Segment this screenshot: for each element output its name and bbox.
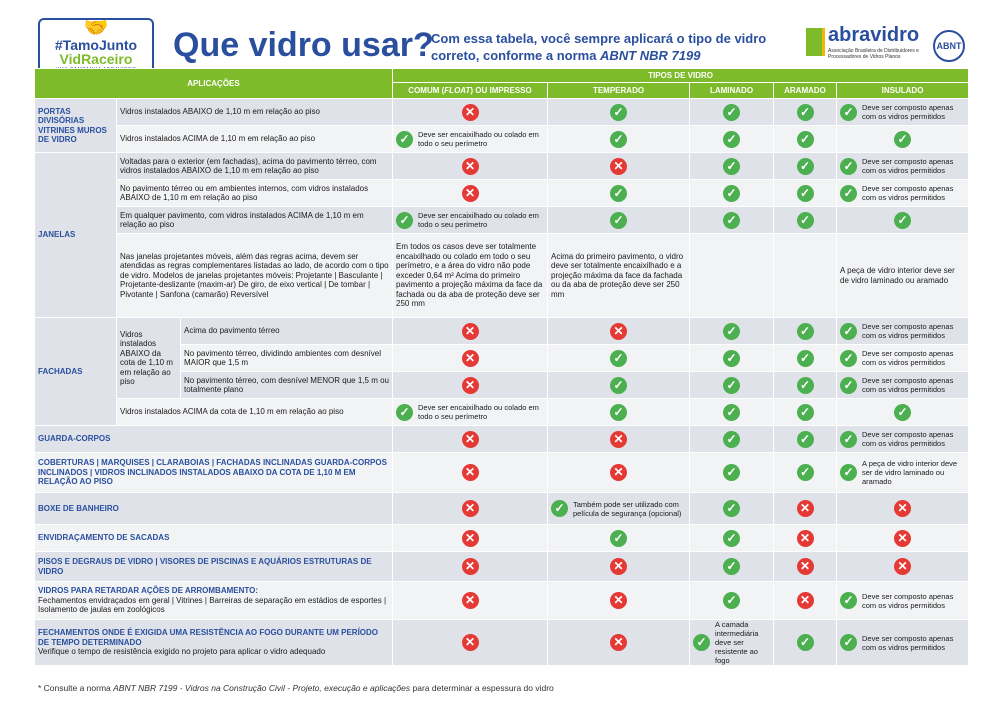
x-icon: ✕ [894, 558, 911, 575]
row-label: Nas janelas projetantes móveis, além das regras acima, devem ser atendidas as regras complementares listadas ao lado, de acordo com o tipo de vidro. Modelos de janelas projetantes móveis: Projetante | Basculante | Projetante-deslizante (maxim-ar) De giro, de eixo vertical | De tombar | Pivotante | Sanfona (camarão) Reversível [117, 234, 393, 318]
table-row [35, 99, 969, 126]
note: Deve ser encaixilhado ou colado em todo o seu perímetro [418, 211, 539, 229]
note: Deve ser encaixilhado ou colado em todo o seu perímetro [418, 130, 539, 148]
row-label: Vidros instalados ACIMA de 1,10 m em relação ao piso [117, 126, 393, 153]
note: Deve ser composto apenas com os vidros permitidos [862, 430, 954, 448]
check-icon: ✓ [723, 500, 740, 517]
table-row [35, 180, 969, 207]
check-icon: ✓ [723, 131, 740, 148]
check-icon: ✓ [723, 404, 740, 421]
x-icon: ✕ [610, 634, 627, 651]
note: Deve ser composto apenas com os vidros permitidos [862, 633, 954, 652]
row-sublabel: Vidros instalados ABAIXO da cota de 1,10 m em relação ao piso [117, 318, 181, 399]
x-icon: ✕ [610, 323, 627, 340]
note: Deve ser composto apenas com os vidros permitidos [862, 349, 954, 367]
x-icon: ✕ [610, 431, 627, 448]
glass-table [34, 68, 969, 666]
row-text: Fechamentos envidraçados em geral | Vitrines | Barreiras de separação em estádios de esportes | Isolamento de jaulas em zoológicos [38, 595, 387, 615]
check-icon: ✓ [723, 464, 740, 481]
brand-name: abravidro [828, 24, 920, 46]
note: Deve ser encaixilhado ou colado em todo o seu perímetro [418, 403, 539, 421]
table-row [35, 552, 969, 582]
check-icon: ✓ [840, 104, 857, 121]
x-icon: ✕ [462, 592, 479, 609]
note: A peça de vidro interior deve ser de vidro laminado ou aramado [837, 234, 969, 318]
row-label: ENVIDRAÇAMENTO DE SACADAS [35, 525, 393, 552]
x-icon: ✕ [462, 431, 479, 448]
subtitle-text: Com essa tabela, você sempre aplicará o tipo de vidro correto, conforme a norma [431, 31, 767, 63]
check-icon: ✓ [840, 323, 857, 340]
page-title: Que vidro usar? [173, 26, 434, 64]
x-icon: ✕ [797, 530, 814, 547]
x-icon: ✕ [462, 530, 479, 547]
row-label [35, 582, 393, 620]
check-icon: ✓ [840, 464, 857, 481]
check-icon: ✓ [894, 212, 911, 229]
x-icon: ✕ [462, 558, 479, 575]
row-label: Vidros instalados ABAIXO de 1,10 m em relação ao piso [117, 99, 393, 126]
check-icon: ✓ [723, 592, 740, 609]
x-icon: ✕ [610, 464, 627, 481]
note: A camada intermediária deve ser resistente ao fogo [715, 620, 759, 665]
table-row [35, 399, 969, 426]
check-icon: ✓ [723, 158, 740, 175]
row-label: Voltadas para o exterior (em fachadas), acima do pavimento térreo, com vidros instalados ABAIXO de 1,10 m em relação ao piso [117, 153, 393, 180]
check-icon: ✓ [840, 592, 857, 609]
check-icon: ✓ [723, 431, 740, 448]
check-icon: ✓ [610, 212, 627, 229]
note: Deve ser composto apenas com os vidros permitidos [862, 103, 954, 121]
check-icon: ✓ [723, 104, 740, 121]
row-title: FECHAMENTOS ONDE É EXIGIDA UMA RESISTÊNCIA AO FOGO DURANTE UM PERÍODO DE TEMPO DETERMINADO [38, 628, 379, 647]
table-row [35, 525, 969, 552]
check-icon: ✓ [723, 558, 740, 575]
table-row [35, 453, 969, 493]
subtitle-norm: ABNT NBR 7199 [600, 48, 701, 63]
table-row [35, 207, 969, 234]
col-aramado: ARAMADO [774, 83, 837, 99]
check-icon: ✓ [610, 185, 627, 202]
check-icon: ✓ [396, 212, 413, 229]
category-fachadas: FACHADAS [35, 318, 117, 426]
check-icon: ✓ [797, 212, 814, 229]
check-icon: ✓ [797, 377, 814, 394]
table-row [35, 234, 969, 318]
table-row [35, 582, 969, 620]
footnote: * Consulte a norma ABNT NBR 7199 - Vidros na Construção Civil - Projeto, execução e aplicações para determinar a espessura do vidro [38, 683, 554, 693]
check-icon: ✓ [723, 530, 740, 547]
note: A peça de vidro interior deve ser de vidro laminado ou aramado [862, 459, 958, 486]
check-icon: ✓ [723, 323, 740, 340]
x-icon: ✕ [610, 558, 627, 575]
row-label: No pavimento térreo ou em ambientes internos, com vidros instalados ABAIXO de 1,10 m em relação ao piso [117, 180, 393, 207]
x-icon: ✕ [797, 558, 814, 575]
x-icon: ✕ [610, 592, 627, 609]
check-icon: ✓ [610, 530, 627, 547]
table-row [35, 318, 969, 345]
check-icon: ✓ [396, 404, 413, 421]
check-icon: ✓ [797, 158, 814, 175]
table-row [35, 493, 969, 525]
x-icon: ✕ [610, 158, 627, 175]
check-icon: ✓ [610, 104, 627, 121]
check-icon: ✓ [840, 350, 857, 367]
row-text: Verifique o tempo de resistência exigido no projeto para aplicar o vidro adequado [38, 647, 326, 657]
abnt-logo: ABNT [933, 30, 965, 62]
x-icon: ✕ [797, 592, 814, 609]
note: Deve ser composto apenas com os vidros permitidos [862, 591, 954, 610]
note: Deve ser composto apenas com os vidros permitidos [862, 157, 954, 175]
check-icon: ✓ [840, 431, 857, 448]
note: Deve ser composto apenas com os vidros permitidos [862, 322, 954, 340]
check-icon: ✓ [610, 404, 627, 421]
abravidro-logo [806, 22, 926, 64]
x-icon: ✕ [462, 185, 479, 202]
note: Deve ser composto apenas com os vidros permitidos [862, 376, 954, 394]
check-icon: ✓ [894, 131, 911, 148]
x-icon: ✕ [462, 323, 479, 340]
check-icon: ✓ [610, 377, 627, 394]
check-icon: ✓ [723, 350, 740, 367]
check-icon: ✓ [840, 158, 857, 175]
logo-line1: #TamoJunto [54, 37, 138, 53]
row-label: No pavimento térreo, com desnível MENOR que 1,5 m ou totalmente plano [181, 372, 393, 399]
x-icon: ✕ [462, 634, 479, 651]
check-icon: ✓ [840, 185, 857, 202]
row-label: No pavimento térreo, dividindo ambientes com desnível MAIOR que 1,5 m [181, 345, 393, 372]
note: Acima do primeiro pavimento, o vidro deve ser totalmente encaixilhado e a projeção máxima da face da fachada ou da aba de proteção deve ser 250 mm [548, 234, 690, 318]
table-row [35, 126, 969, 153]
check-icon: ✓ [610, 131, 627, 148]
row-label: COBERTURAS | MARQUISES | CLARABOIAS | FACHADAS INCLINADAS GUARDA-CORPOS INCLINADOS | VIDROS INCLINADOS INSTALADOS ABAIXO DA COTA DE 1,10 M EM RELAÇÃO AO PISO [35, 453, 393, 493]
check-icon: ✓ [723, 185, 740, 202]
check-icon: ✓ [840, 634, 857, 651]
x-icon: ✕ [462, 464, 479, 481]
check-icon: ✓ [797, 104, 814, 121]
row-label: Em qualquer pavimento, com vidros instalados ACIMA de 1,10 m em relação ao piso [117, 207, 393, 234]
x-icon: ✕ [462, 500, 479, 517]
check-icon: ✓ [551, 500, 568, 517]
check-icon: ✓ [797, 323, 814, 340]
category-portas: PORTAS DIVISÓRIAS VITRINES MUROS DE VIDRO [35, 99, 117, 153]
check-icon: ✓ [610, 350, 627, 367]
row-label: BOXE DE BANHEIRO [35, 493, 393, 525]
table-row [35, 153, 969, 180]
handshake-icon: 🤝 [83, 17, 109, 39]
x-icon: ✕ [462, 158, 479, 175]
x-icon: ✕ [462, 104, 479, 121]
table-row [35, 426, 969, 453]
check-icon: ✓ [840, 377, 857, 394]
check-icon: ✓ [396, 131, 413, 148]
x-icon: ✕ [462, 377, 479, 394]
row-title: VIDROS PARA RETARDAR AÇÕES DE ARROMBAMENTO: [38, 586, 259, 596]
row-label: GUARDA-CORPOS [35, 426, 393, 453]
row-label: Vidros instalados ACIMA da cota de 1,10 m em relação ao piso [117, 399, 393, 426]
table-row [35, 620, 969, 666]
check-icon: ✓ [797, 464, 814, 481]
check-icon: ✓ [797, 431, 814, 448]
col-laminado: LAMINADO [690, 83, 774, 99]
check-icon: ✓ [723, 377, 740, 394]
check-icon: ✓ [797, 131, 814, 148]
check-icon: ✓ [723, 212, 740, 229]
x-icon: ✕ [894, 530, 911, 547]
check-icon: ✓ [894, 404, 911, 421]
note: Também pode ser utilizado com película de segurança (opcional) [573, 499, 682, 518]
col-insulado: INSULADO [837, 83, 969, 99]
applications-header: APLICAÇÕES [35, 69, 393, 99]
row-label [35, 620, 393, 666]
check-icon: ✓ [797, 185, 814, 202]
page-subtitle [431, 30, 771, 64]
check-icon: ✓ [797, 350, 814, 367]
types-header: TIPOS DE VIDRO [393, 69, 969, 83]
note: Deve ser composto apenas com os vidros permitidos [862, 184, 954, 202]
x-icon: ✕ [894, 500, 911, 517]
check-icon: ✓ [797, 634, 814, 651]
note: Em todos os casos deve ser totalmente encaixilhado ou colado em todo o seu perímetro, e a área do vidro não pode exceder 0,64 m² Acima do primeiro pavimento a projeção máxima da face da fachada ou da aba de proteção deve ser 250 mm [393, 234, 548, 318]
row-label: Acima do pavimento térreo [181, 318, 393, 345]
brand-tagline: Associação Brasileira de Distribuidores e Processadores de Vidros Planos [828, 48, 919, 60]
row-label: PISOS E DEGRAUS DE VIDRO | VISORES DE PISCINAS E AQUÁRIOS ESTRUTURAS DE VIDRO [35, 552, 393, 582]
col-comum: COMUM (FLOAT) OU IMPRESSO [393, 83, 548, 99]
x-icon: ✕ [462, 350, 479, 367]
x-icon: ✕ [797, 500, 814, 517]
header [0, 0, 1000, 68]
category-janelas: JANELAS [35, 153, 117, 318]
check-icon: ✓ [693, 634, 710, 651]
logo-line2: VidRaceiro [59, 51, 133, 67]
col-temperado: TEMPERADO [548, 83, 690, 99]
check-icon: ✓ [797, 404, 814, 421]
